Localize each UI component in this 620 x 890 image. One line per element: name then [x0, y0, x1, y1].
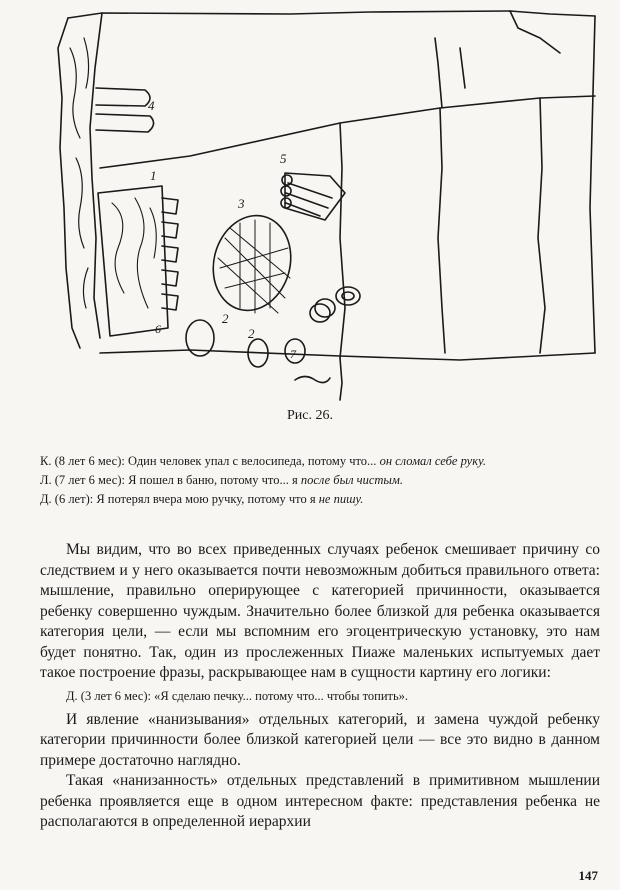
item-oval-b	[310, 304, 330, 322]
right-edge	[590, 16, 595, 353]
item-oval-c	[315, 299, 335, 317]
page-number: 147	[578, 868, 598, 883]
paragraph-2: И явление «нанизывания» отдельных категорий, и замена чуждой ребенку категории причинности более близкой категорией цели — все это видно в данном примере достаточно наглядно.	[40, 710, 600, 769]
label-6: 6	[155, 322, 161, 336]
label-2b: 2	[248, 326, 255, 341]
example-2: Л. (7 лет 6 мес): Я пошел в баню, потому что... я после был чистым.	[40, 473, 403, 487]
item-1-wall	[98, 186, 168, 336]
house-wall-1	[340, 123, 345, 358]
drawing-top-border	[68, 11, 595, 18]
child-drawing-figure	[40, 8, 600, 403]
paragraph-1: Мы видим, что во всех приведенных случаях ребенок смешивает причину со следствием и у него оказывается почти невозможным добиться правильного ответа: мышление, правильно оперирующее с категорией причинности, оказывается ребенку совершенно чуждым. Значительно более близкой для ребенка оказывается категория цели, — если мы вспомним его эгоцентрическую установку, это нам будет понятно. Так, один из прослеженных Пиаже маленьких испытуемых дает такое построение фразы, раскрывающее нам в сущности картину его логики:	[40, 541, 600, 681]
ground-line	[100, 350, 595, 360]
label-4: 4	[148, 98, 155, 113]
example-3: Д. (6 лет): Я потерял вчера мою ручку, потому что я не пишу.	[40, 492, 364, 506]
item-4-boxes	[96, 88, 154, 132]
figure-caption: Рис. 26.	[287, 408, 333, 423]
wooden-post	[58, 13, 102, 348]
examples-block	[40, 452, 600, 509]
example-4: Д. (3 лет 6 мес): «Я сделаю печку... потому что... чтобы топить».	[66, 688, 409, 703]
label-2a: 2	[222, 311, 229, 326]
house-wall-3	[538, 98, 545, 353]
label-3: 3	[238, 196, 245, 211]
label-7: 7	[290, 347, 296, 361]
item-oval-a	[336, 287, 360, 305]
example-1: К. (8 лет 6 мес): Один человек упал с велосипеда, потому что... он сломал себе руку.	[40, 454, 486, 468]
main-text	[40, 540, 600, 833]
item-3-oval	[203, 207, 301, 319]
item-5-object	[285, 173, 345, 220]
label-1: 1	[150, 168, 157, 183]
paragraph-3: Такая «нанизанность» отдельных представлений в примитивном мышлении ребенка проявляется еще в одном интересном факте: представления ребенка не располагаются в определенной иерархии	[40, 772, 600, 830]
house-wall-2	[438, 108, 445, 353]
label-5: 5	[280, 151, 287, 166]
house-roofline	[100, 96, 595, 168]
right-post	[510, 11, 560, 53]
